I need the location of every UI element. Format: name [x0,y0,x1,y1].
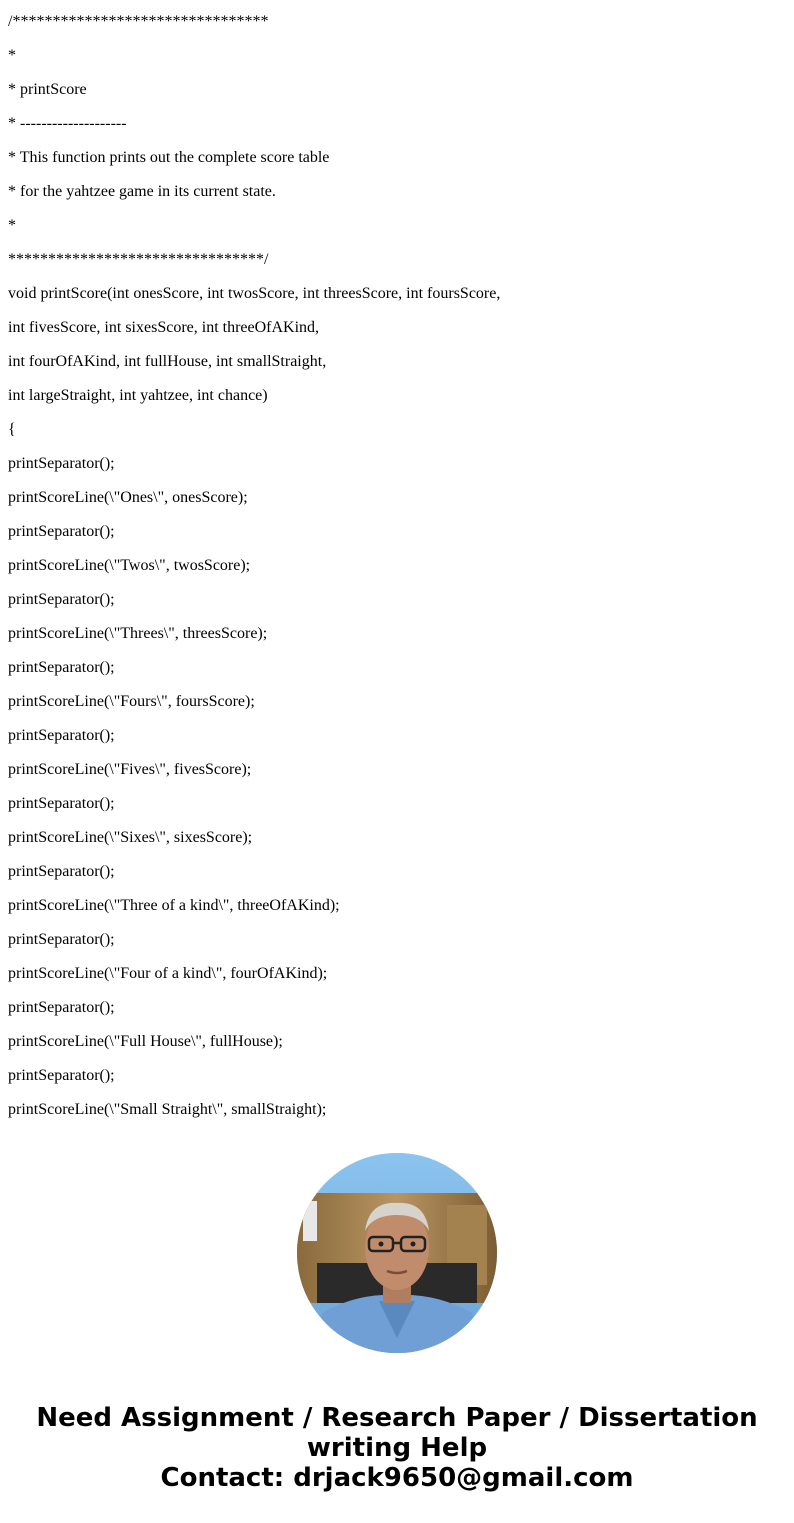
code-line: { [8,421,16,438]
code-line: printSeparator(); [8,455,115,472]
code-line: printSeparator(); [8,795,115,812]
code-line: printScoreLine(\"Full House\", fullHouse); [8,1033,283,1050]
code-line: int largeStraight, int yahtzee, int chance) [8,387,268,404]
code-line: * -------------------- [8,115,127,132]
code-line: printScoreLine(\"Small Straight\", smallStraight); [8,1101,327,1118]
code-line: * for the yahtzee game in its current state. [8,183,276,200]
code-line: printScoreLine(\"Twos\", twosScore); [8,557,251,574]
person-portrait-icon [297,1153,497,1353]
code-line: * [8,47,16,64]
code-line: printSeparator(); [8,523,115,540]
code-line: printScoreLine(\"Fives\", fivesScore); [8,761,252,778]
promo-banner [0,1403,794,1493]
code-line: * printScore [8,81,87,98]
code-line: printScoreLine(\"Fours\", foursScore); [8,693,255,710]
promo-contact: Contact: drjack9650@gmail.com [160,1463,634,1493]
avatar [297,1153,497,1353]
code-line: /******************************** [8,13,269,30]
code-line: void printScore(int onesScore, int twosScore, int threesScore, int foursScore, [8,285,501,302]
code-line: ********************************/ [8,251,269,268]
promo-line-2: writing Help [306,1433,488,1463]
code-line: printScoreLine(\"Ones\", onesScore); [8,489,248,506]
code-line: * This function prints out the complete score table [8,149,330,166]
code-line: * [8,217,16,234]
code-line: printSeparator(); [8,931,115,948]
code-line: printSeparator(); [8,1067,115,1084]
code-line: int fivesScore, int sixesScore, int threeOfAKind, [8,319,320,336]
code-line: int fourOfAKind, int fullHouse, int smallStraight, [8,353,327,370]
code-document [8,5,788,1127]
code-line: printSeparator(); [8,727,115,744]
code-line: printScoreLine(\"Threes\", threesScore); [8,625,268,642]
code-line: printScoreLine(\"Four of a kind\", fourOfAKind); [8,965,328,982]
code-line: printSeparator(); [8,863,115,880]
promo-line-1: Need Assignment / Research Paper / Dissertation [36,1403,758,1433]
code-line: printScoreLine(\"Three of a kind\", threeOfAKind); [8,897,340,914]
code-line: printSeparator(); [8,999,115,1016]
code-line: printScoreLine(\"Sixes\", sixesScore); [8,829,253,846]
code-line: printSeparator(); [8,591,115,608]
code-line: printSeparator(); [8,659,115,676]
